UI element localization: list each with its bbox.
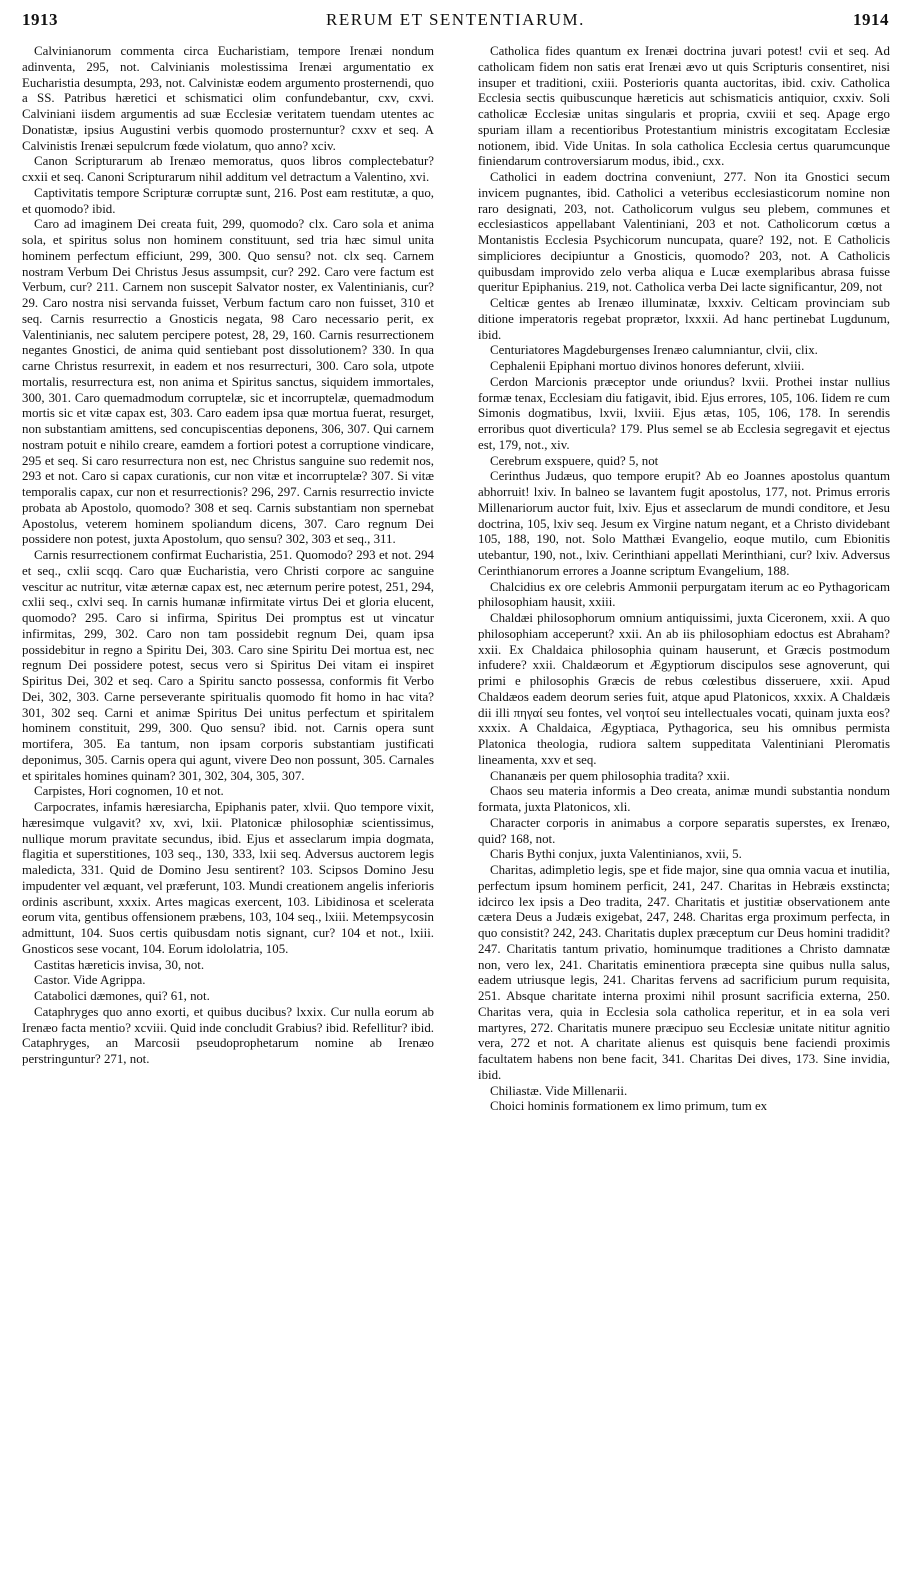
index-entry: Carnis resurrectionem confirmat Eucharistia, 251. Quomodo? 293 et not. 294 et seq., cxlii scqq. Caro quæ Eucharistia, vero Christi corpore ac sanguine vescitur ac nutritur, vitæ æternæ capax est, nec æternum perire potest, 251, 294, cxlii seq., cxlvi seq. In carnis humanæ infirmitate virtus Dei et gloria elucent, quomodo? 295. Caro si infirma, Spiritus Dei promptus est ut vincatur infirmitas, 299, 302. Caro non tam possidebit regnum Dei, quam ipsa possidebitur in regno a Spiritu Dei, 303. Caro sine Spiritu Dei mortua est, nec regnum Dei possidere potest, secus vero si Spiritus Dei vitam ei inspiret Spiritus Dei, 302 et seq. Caro a Spiritu sancto possessa, conformis fit Verbo Dei, 302, 303. Carne perseverante spiritualis quomodo fit homo in hac vita? 301, 302 seq. Carni et animæ Spiritus Dei unitus perfectum et spiritalem hominem constituit, 299, 300. Quo sensu? ibid. not. Carnis opera sunt mortifera, 305. Ea tantum, non ipsam corporis substantiam justificati deponimus, 305. Carnis opera qui agunt, vivere Deo non possunt, 305. Carnales et spiritales homines quinam? 301, 302, 304, 305, 307. <box>22 548 434 783</box>
page-header <box>22 10 889 40</box>
right-column <box>478 44 890 1549</box>
index-entry: Carpocrates, infamis hæresiarcha, Epiphanis pater, xlvii. Quo tempore vixit, hæresimque vulgavit? xv, xvi, lxii. Platonicæ philosophiæ scientissimus, nullique morum pravitate secundus, ibid. Ejus et asseclarum impia dogmata, flagitia et superstitiones, 103 seq., 130, 333, lxii seq. Adversus auctorem legis maledicta, 331. Quid de Domino Jesu sentirent? 103. Scipsos Domino Jesu impudenter vel æquant, vel præferunt, 103. Mundi creationem angelis inferioris ordinis ascribunt, xxxix. Artes magicas exercent, 103. Libidinosa et scelerata eorum vita, gentibus offensionem præbens, 103, 104 seq., lxiii. Metempsycosin admittunt, 104. Suos certis quibusdam notis signant, cur? 104 et not., lxiii. Gnosticos sese vocant, 104. Eorum idololatria, 105. <box>22 800 434 956</box>
index-entry: Character corporis in animabus a corpore separatis superstes, ex Irenæo, quid? 168, not. <box>478 815 890 846</box>
index-entry: Chananæis per quem philosophia tradita? xxii. <box>490 768 730 783</box>
index-entry: Caro ad imaginem Dei creata fuit, 299, quomodo? clx. Caro sola et anima sola, et spiritus solus non hominem constituunt, sed tria hæc simul unita hominem perfectum efficiunt, 299, 300. Quo sensu? not. clx seq. Carnem nostram Verbum Dei Christus Jesus assumpsit, cur? 292. Caro vere factum est Verbum, cur? 211. Carnem non suscepit Salvator noster, ex Valentinianis, cur? 29. Caro nostra nisi servanda fuisset, Verbum factum caro non fuisset, 310 et seq. Carnis resurrectio a Gnosticis negata, 98 Caro necessario perit, ex Valentinianis, nec salutem percipere potest, 28, 29, 160. Carnis resurrectionem negantes Gnostici, de anima quid sentiebant post dissolutionem? 330. In qua carne Christus resurrexit, in eadem et nos resurrecturi, 300. Caro sola, utpote mortalis, resurrectura est, non anima et Spiritus sanctus, siquidem immortales, 300, 301. Caro quemadmodum corruptelæ, sic et incorruptelæ, quemadmodum mortis sic et vitæ capax est, 303. Caro eadem ipsa quæ mortua fuerat, resurget, non substantiam amittens, sed concupiscentias deponens, 306, 307. Qui carnem nostram potuit e nihilo creare, eamdem a fortiori potest a corruptione vindicare, 295 et seq. Si caro resurrectura non est, nec Christus sanguine suo redemit nos, 293 et not. Caro si capax curationis, cur non vitæ et incorruptelæ? 307. Si vitæ temporalis capax, cur non et resurrectionis? 296, 297. Carnis resurrectio invicte probata ab Apostolo, quomodo? 308 et seq. Carnis substantiam non spernebat Apostolus, veterem hominem spoliandum dicens, 307. Caro regnum Dei possidere non potest, juxta Apostolum, quo sensu? 302, 303 et seq., 311. <box>22 217 434 547</box>
running-title: RERUM ET SENTENTIARUM. <box>326 10 585 29</box>
index-entry: Chalcidius ex ore celebris Ammonii perpurgatam iterum ac eo Pythagoricam philosophiam hausit, xxiii. <box>478 579 890 610</box>
index-entry: Cerdon Marcionis præceptor unde oriundus? lxvii. Prothei instar nullius formæ tenax, Ecclesiam diu fatigavit, ibid. Ejus errores, 105, 106. Iidem re cum Simonis dogmatibus, lxvii, lxviii. Ejus ætas, 105, 106, 178. In serendis erroribus quot diverticula? 179. Plus semel se ab Ecclesia segregavit et ejectus est, 179, not., xiv. <box>478 374 890 452</box>
index-entry: Cerebrum exspuere, quid? 5, not <box>490 453 659 468</box>
index-entry: Catholica fides quantum ex Irenæi doctrina juvari potest! cvii et seq. Ad catholicam fidem non satis erat Irenæi ævo ut quis Scripturis consentiret, nisi insuper et traditioni, cxiii. Posterioris quanta auctoritas, ibid. cxiv. Catholica Ecclesia sectis quibuscunque hæreticis aut schismaticis antiquior, cxxiv. Soli catholicæ Ecclesiæ unitas singularis et propria, cxviii et seq. Apage ergo spuriam illam a recentioribus Protestantium ministris excogitatam Ecclesiæ notionem, ibid. Vide Unitas. In sola catholica Ecclesia certus quarumcunque finiendarum controversiarum modus, ibid., cxx. <box>478 44 890 169</box>
left-column <box>22 44 434 1549</box>
index-entry: Celticæ gentes ab Irenæo illuminatæ, lxxxiv. Celticam provinciam sub ditione imperatoris regebat proprætor, lxxxii. Ad hanc pertinebat Lugdunum, ibid. <box>478 296 890 342</box>
index-entry: Choici hominis formationem ex limo primum, tum ex <box>490 1099 768 1114</box>
index-entry: Charitas, adimpletio legis, spe et fide major, sine qua omnia vacua et inutilia, perfectum ipsum hominem perficit, 241, 247. Charitas in Hebræis exstincta; idcirco lex ipsis a Deo tradita, 247. Charitatis et justitiæ observationem ante cætera Deus a Judæis exigebat, 247, 248. Charitas erga proximum perfecta, in quo consistit? 242, 243. Charitatis duplex præceptum cur Deus homini tradidit? 247. Charitatis tantum privatio, hominumque traditiones a Christo damnatæ non, vero lex, 241. Charitatis eminentiora præcepta sine quibus nulla salus, eadem utriusque legis, 241. Charitas fervens ad sacrificium purum requisita, 251. Absque charitate interna proximi nihil prosunt sacrificia externa, 250. Charitas vera, quia in Ecclesia sola catholica reperitur, et in ea sola veri martyres, 272. Charitatis munere præcipuo seu Ecclesiæ unitate nititur agnitio vera, 272 et not. A charitate alienus est quisquis bene faciendi proximis facultatem habens non bene facit, 341. Charitas Dei dives, 173. Sine invidia, ibid. <box>478 863 890 1082</box>
index-entry: Carpistes, Hori cognomen, 10 et not. <box>34 784 224 799</box>
index-entry: Chaos seu materia informis a Deo creata, animæ mundi substantia nondum formata, juxta Platonicos, xli. <box>478 784 890 814</box>
index-entry: Catholici in eadem doctrina conveniunt, 277. Non ita Gnostici secum invicem pugnantes, ibid. Catholici a veteribus ecclesiasticorum nomine non raro designati, 203, not. Catholicorum vulgus seu plebem, communes et ecclesiasticos appellabant Valentiniani, 203 et not. Catholicorum cœtus a Montanistis Ecclesia Psychicorum nuncupata, quare? 192, not. E Catholicis simpliciores decipiuntur a Gnosticis, quomodo? 203, not. A Catholicis quibusdam improvido zelo verba aliqua e Lucæ exemplaribus abrasa fuisse queritur Epiphanius. 219, not. Catholica verba Dei lacte significantur, 209, not <box>478 170 890 295</box>
left-page-number: 1913 <box>22 10 58 29</box>
index-entry: Cerinthus Judæus, quo tempore erupit? Ab eo Joannes apostolus quantum abhorruit! lxiv. In balneo se lavantem fugit apostolus, 177, not. Primus erroris Millenariorum auctor fuit, lxiv. Ejus et asseclarum de mundi conditore, et Jesu doctrina, 105, lxiv seq. Jesum ex Virgine natum negant, et a Christo dividebant 105, 188, 190, not. Solo Matthæi Evangelio, eoque mutilo, cum Ebionitis utebantur, 190, not., lxiv. Cerinthiani appellati Merinthiani, cur? lxiv. Adversus Cerinthianorum errores a Joanne scriptum Evangelium, 188. <box>478 469 890 578</box>
index-entry: Cephalenii Epiphani mortuo divinos honores deferunt, xlviii. <box>490 359 805 373</box>
index-entry: Charis Bythi conjux, juxta Valentinianos, xvii, 5. <box>490 847 742 862</box>
index-entry: Catabolici dæmones, qui? 61, not. <box>34 989 210 1003</box>
index-entry: Calvinianorum commenta circa Eucharistiam, tempore Irenæi nondum adinventa, 295, not. Calvinianis molestissima Irenæi argumentatio ex Eucharistia desumpta, 293, not. Calvinistæ eodem argumento prosternendi, quo a SS. Patribus hæretici et schismatici olim confundebantur, cxv, cxvi. Calviniani iisdem argumentis ad suæ Ecclesiæ veritatem tuendam utentes ac Donatistæ, ipsius Augustini verbis quomodo prosternuntur? cxxv et seq. A Calvinistis Irenæi sepulcrum fœde violatum, quo anno? xciv. <box>22 44 434 153</box>
index-entry: Captivitatis tempore Scripturæ corruptæ sunt, 216. Post eam restitutæ, a quo, et quomodo? ibid. <box>22 185 434 216</box>
index-entry: Centuriatores Magdeburgenses Irenæo calumniantur, clvii, clix. <box>490 343 818 358</box>
index-entry: Castor. Vide Agrippa. <box>34 973 146 988</box>
index-entry: Chaldæi philosophorum omnium antiquissimi, juxta Ciceronem, xxii. A quo philosophiam acceperunt? xxii. An ab iis philosophiam edoctus est Abraham? xxii. Ex Chaldaica philosophia quinam hauserunt, et Græcis postmodum infudere? xxii. Chaldæorum et Ægyptiorum discipulos sese agnoverunt, qui primi e philosophis Græcis de rebus cœlestibus disseruere, xxii. Apud Chaldæos eadem deorum series fuit, atque apud Platonicos, xxxix. A Chaldæis dii illi πηγαί seu fontes, vel νοητοί seu intellectuales vocati, quinam juxta eos? xxxix. A Chaldaica, Ægyptiaca, Pythagorica, seu his omnibus permista Platonica theologia, rudiora saltem suppeditata Valentiniani Pleromatis lineamenta, xxv et seq. <box>478 611 890 767</box>
right-page-number: 1914 <box>853 10 889 29</box>
index-entry: Castitas hæreticis invisa, 30, not. <box>34 957 205 972</box>
index-entry: Chiliastæ. Vide Millenarii. <box>490 1083 628 1098</box>
index-entry: Canon Scripturarum ab Irenæo memoratus, quos libros complectebatur? cxxii et seq. Canoni Scripturarum nihil additum vel detractum a Valentino, xvi. <box>22 154 434 184</box>
index-entry: Cataphryges quo anno exorti, et quibus ducibus? lxxix. Cur nulla eorum ab Irenæo facta mentio? xcviii. Quid inde concludit Grabius? ibid. Refellitur? ibid. Cataphryges, an Marcosii pseudoprophetarum nomine ab Irenæo perstringuntur? 271, not. <box>22 1004 434 1066</box>
